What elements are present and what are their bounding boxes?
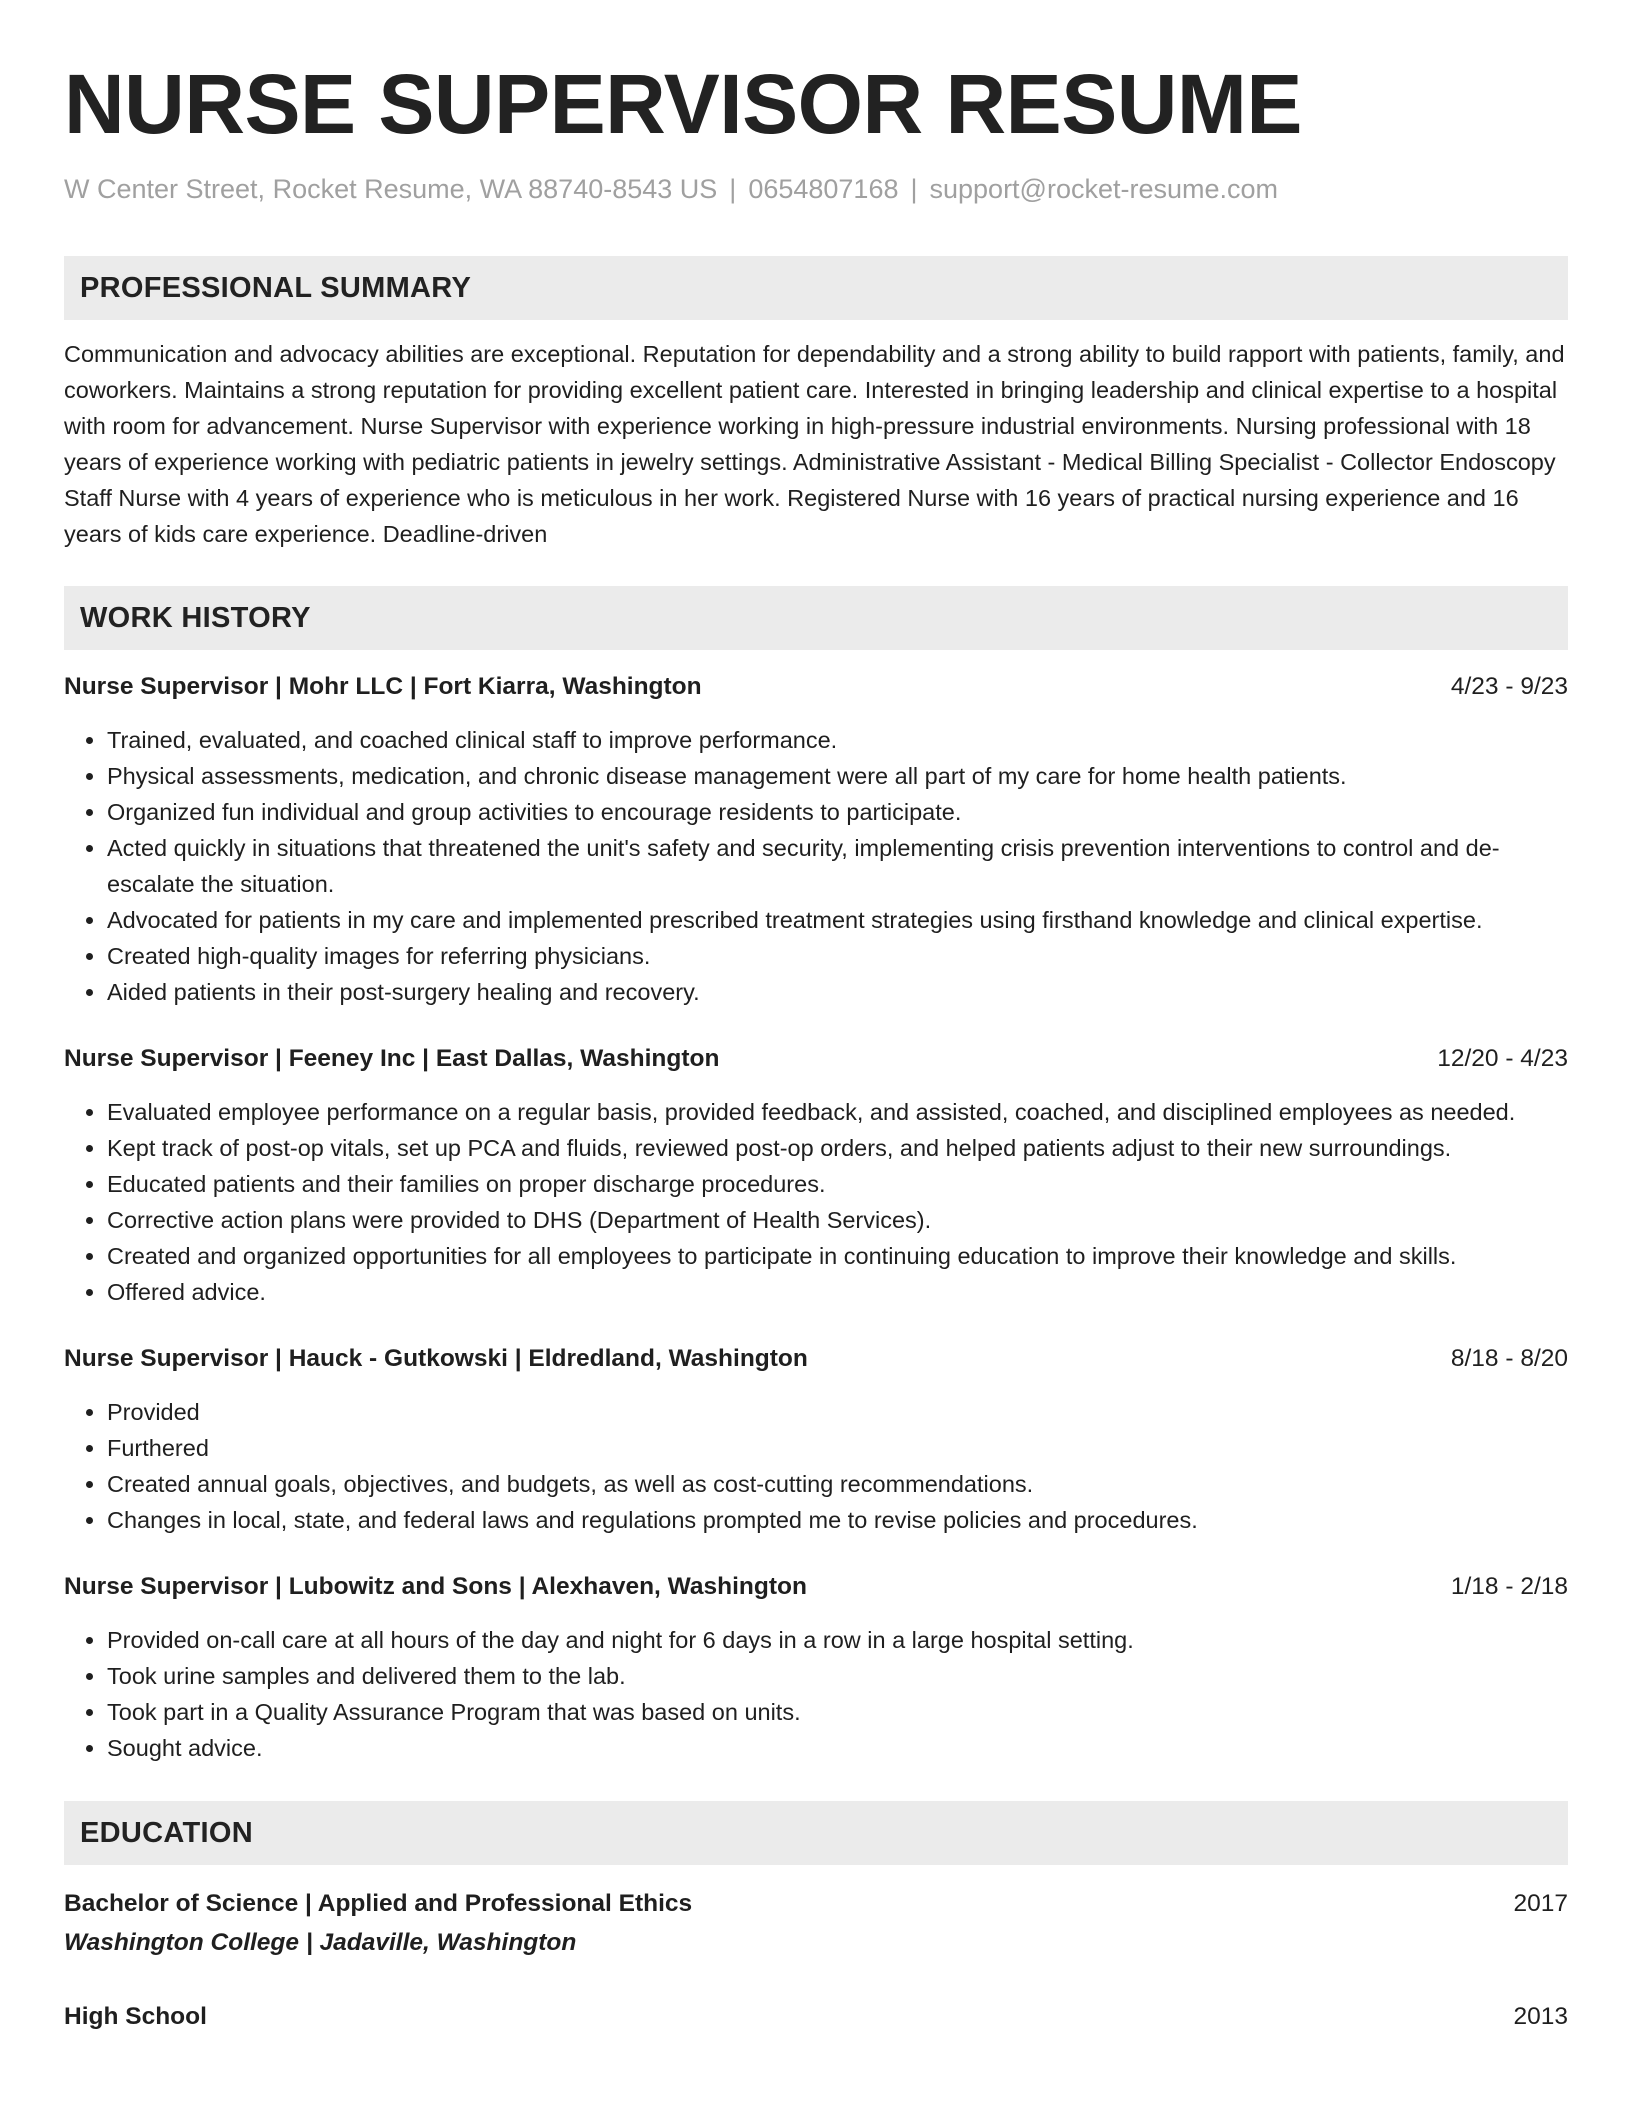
- summary-paragraph: Communication and advocacy abilities are exceptional. Reputation for dependability and a strong ability to build rapport with patients, family, and coworkers. Maintains a strong reputation for providing excellent patient care. Interested in bringing leadership and clinical expertise to a hospital with room for advancement. Nurse Supervisor with experience working in high-pressure industrial environments. Nursing professional with 18 years of experience working with pediatric patients in jewelry settings. Administrative Assistant - Medical Billing Specialist - Collector Endoscopy Staff Nurse with 4 years of experience who is meticulous in her work. Registered Nurse with 16 years of practical nursing experience and 16 years of kids care experience. Deadline-driven: [64, 341, 1565, 547]
- section-heading: WORK HISTORY: [80, 601, 311, 634]
- contact-phone: 0654807168: [748, 174, 899, 204]
- job-title: Nurse Supervisor | Hauck - Gutkowski | Eldredland, Washington: [64, 1345, 808, 1372]
- job-entry: [64, 670, 1568, 1010]
- job-bullet: • Corrective action plans were provided to DHS (Department of Health Services).: [107, 1202, 1568, 1238]
- job-header: [64, 1042, 1568, 1076]
- job-bullet: • Created annual goals, objectives, and budgets, as well as cost-cutting recommendations.: [107, 1466, 1568, 1502]
- job-bullet: • Furthered: [107, 1430, 1568, 1466]
- section-heading: PROFESSIONAL SUMMARY: [80, 271, 472, 304]
- contact-address: W Center Street, Rocket Resume, WA 88740-8543 US: [64, 174, 718, 204]
- job-bullet: • Kept track of post-op vitals, set up PCA and fluids, reviewed post-op orders, and helped patients adjust to their new surroundings.: [107, 1130, 1568, 1166]
- job-bullet: • Changes in local, state, and federal laws and regulations prompted me to revise policies and procedures.: [107, 1502, 1568, 1538]
- education-entry: [64, 2000, 1568, 2034]
- job-dates: 1/18 - 2/18: [1450, 1573, 1568, 1600]
- job-dates: 12/20 - 4/23: [1437, 1045, 1568, 1072]
- job-title: Nurse Supervisor | Lubowitz and Sons | Alexhaven, Washington: [64, 1573, 807, 1600]
- education-year: 2013: [1513, 2003, 1568, 2030]
- contact-separator: |: [910, 174, 918, 204]
- job-bullet: • Acted quickly in situations that threatened the unit's safety and security, implementing crisis prevention interventions to control and de-escalate the situation.: [107, 830, 1568, 902]
- job-bullet: • Organized fun individual and group activities to encourage residents to participate.: [107, 794, 1568, 830]
- job-bullet: • Sought advice.: [107, 1730, 1568, 1766]
- resume-title: NURSE SUPERVISOR RESUME: [64, 57, 1302, 151]
- job-header: [64, 1570, 1568, 1604]
- education-header: [64, 1887, 1568, 1921]
- job-bullets: [64, 1094, 1568, 1310]
- job-bullet: • Trained, evaluated, and coached clinical staff to improve performance.: [107, 722, 1568, 758]
- job-bullet: • Evaluated employee performance on a regular basis, provided feedback, and assisted, coached, and disciplined employees as needed.: [107, 1094, 1568, 1130]
- job-bullet: • Created and organized opportunities for all employees to participate in continuing education to improve their knowledge and skills.: [107, 1238, 1568, 1274]
- job-bullet: • Advocated for patients in my care and implemented prescribed treatment strategies using firsthand knowledge and clinical expertise.: [107, 902, 1568, 938]
- job-header: [64, 670, 1568, 704]
- education-degree: High School: [64, 2003, 207, 2030]
- education-degree: Bachelor of Science | Applied and Professional Ethics: [64, 1890, 693, 1917]
- job-bullets: [64, 1622, 1568, 1766]
- section-header-education: [64, 1801, 1568, 1865]
- job-bullet: • Provided on-call care at all hours of the day and night for 6 days in a row in a large hospital setting.: [107, 1622, 1568, 1658]
- job-entry: [64, 1570, 1568, 1766]
- job-entry: [64, 1342, 1568, 1538]
- job-bullet: • Educated patients and their families on proper discharge procedures.: [107, 1166, 1568, 1202]
- education-entry: [64, 1887, 1568, 1960]
- education-header: [64, 2000, 1568, 2034]
- contact-email: support@rocket-resume.com: [929, 174, 1279, 204]
- section-header-work-history: [64, 586, 1568, 650]
- job-dates: 4/23 - 9/23: [1450, 673, 1568, 700]
- job-dates: 8/18 - 8/20: [1450, 1345, 1568, 1372]
- section-header-summary: [64, 256, 1568, 320]
- job-bullets: [64, 722, 1568, 1010]
- job-bullet: • Physical assessments, medication, and chronic disease management were all part of my care for home health patients.: [107, 758, 1568, 794]
- job-bullet: • Took urine samples and delivered them to the lab.: [107, 1658, 1568, 1694]
- education-school: Washington College | Jadaville, Washington: [64, 1929, 577, 1956]
- job-entry: [64, 1042, 1568, 1310]
- job-bullets: [64, 1394, 1568, 1538]
- job-bullet: • Aided patients in their post-surgery healing and recovery.: [107, 974, 1568, 1010]
- section-heading: EDUCATION: [80, 1816, 253, 1849]
- job-title: Nurse Supervisor | Mohr LLC | Fort Kiarra, Washington: [64, 673, 702, 700]
- education-year: 2017: [1513, 1890, 1568, 1917]
- job-title: Nurse Supervisor | Feeney Inc | East Dallas, Washington: [64, 1045, 720, 1072]
- job-bullet: • Offered advice.: [107, 1274, 1568, 1310]
- job-bullet: • Provided: [107, 1394, 1568, 1430]
- job-header: [64, 1342, 1568, 1376]
- job-bullet: • Took part in a Quality Assurance Program that was based on units.: [107, 1694, 1568, 1730]
- contact-line: [64, 172, 1568, 206]
- contact-separator: |: [729, 174, 737, 204]
- job-bullet: • Created high-quality images for referring physicians.: [107, 938, 1568, 974]
